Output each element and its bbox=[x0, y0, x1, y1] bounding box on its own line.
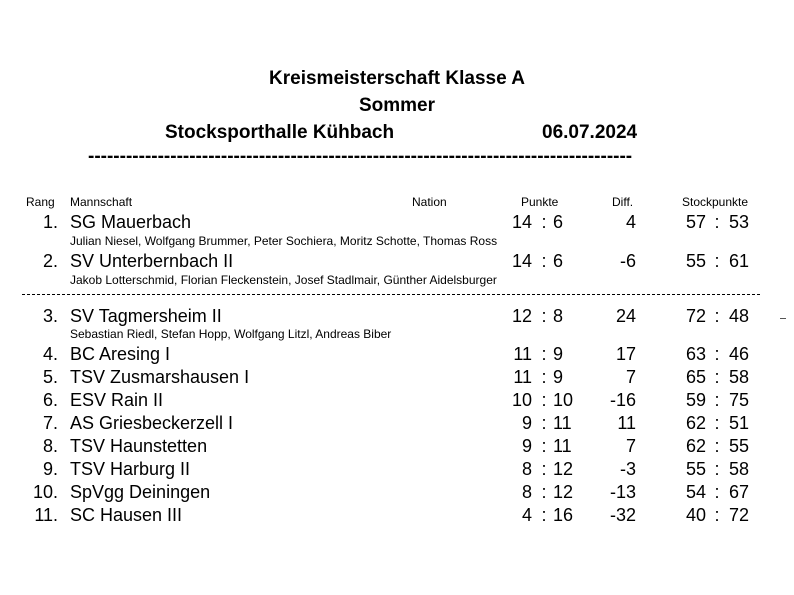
points-won: 14 bbox=[511, 251, 532, 271]
stock-points-against: 55 bbox=[729, 436, 750, 456]
table-row bbox=[0, 435, 794, 457]
promotion-separator bbox=[22, 294, 760, 295]
stock-points-separator: : bbox=[714, 344, 720, 364]
points-separator: : bbox=[541, 212, 547, 232]
team-members: Julian Niesel, Wolfgang Brummer, Peter Sochiera, Moritz Schotte, Thomas Ross bbox=[70, 234, 498, 248]
difference: 7 bbox=[625, 367, 636, 387]
column-header-diff: Diff. bbox=[612, 195, 634, 209]
team-name: SV Unterbernbach II bbox=[70, 251, 234, 271]
points-lost: 16 bbox=[553, 505, 574, 525]
table-row bbox=[0, 305, 794, 327]
venue: Stocksporthalle Kühbach bbox=[165, 122, 395, 143]
table-row bbox=[0, 211, 794, 233]
points-separator: : bbox=[541, 436, 547, 456]
stock-points-separator: : bbox=[714, 212, 720, 232]
points-separator: : bbox=[541, 459, 547, 479]
stock-points-for: 57 bbox=[685, 212, 706, 232]
stock-points-for: 63 bbox=[685, 344, 706, 364]
stock-points-against: 58 bbox=[729, 367, 750, 387]
stock-points-separator: : bbox=[714, 505, 720, 525]
difference: 24 bbox=[615, 306, 636, 326]
stock-points-against: 53 bbox=[729, 212, 750, 232]
stock-points-for: 54 bbox=[685, 482, 706, 502]
points-separator: : bbox=[541, 413, 547, 433]
points-separator: : bbox=[541, 505, 547, 525]
column-header-punkte: Punkte bbox=[521, 195, 559, 209]
table-row bbox=[0, 412, 794, 434]
rank: 8. bbox=[42, 436, 58, 456]
stock-points-for: 59 bbox=[685, 390, 706, 410]
column-header-mannschaft: Mannschaft bbox=[70, 195, 133, 209]
difference: -32 bbox=[609, 505, 636, 525]
stock-points-separator: : bbox=[714, 436, 720, 456]
rank: 2. bbox=[42, 251, 58, 271]
stock-points-for: 72 bbox=[685, 306, 706, 326]
stock-points-against: 48 bbox=[729, 306, 750, 326]
team-name: TSV Zusmarshausen I bbox=[70, 367, 250, 387]
points-won: 12 bbox=[511, 306, 532, 326]
points-lost: 12 bbox=[553, 459, 574, 479]
points-won: 4 bbox=[521, 505, 532, 525]
stock-points-for: 65 bbox=[685, 367, 706, 387]
stock-points-against: 46 bbox=[729, 344, 750, 364]
rank: 9. bbox=[42, 459, 58, 479]
stock-points-separator: : bbox=[714, 413, 720, 433]
team-name: AS Griesbeckerzell I bbox=[70, 413, 234, 433]
points-lost: 6 bbox=[553, 212, 564, 232]
points-won: 9 bbox=[521, 413, 532, 433]
points-won: 8 bbox=[521, 459, 532, 479]
points-won: 9 bbox=[521, 436, 532, 456]
difference: 7 bbox=[625, 436, 636, 456]
table-row bbox=[0, 366, 794, 388]
event-date: 06.07.2024 bbox=[542, 122, 638, 143]
points-won: 10 bbox=[511, 390, 532, 410]
difference: 4 bbox=[625, 212, 636, 232]
rank: 6. bbox=[42, 390, 58, 410]
margin-mark bbox=[780, 318, 786, 319]
points-lost: 10 bbox=[553, 390, 574, 410]
points-won: 8 bbox=[521, 482, 532, 502]
team-name: SpVgg Deiningen bbox=[70, 482, 211, 502]
rank: 5. bbox=[42, 367, 58, 387]
stock-points-against: 72 bbox=[729, 505, 750, 525]
rank: 10. bbox=[32, 482, 58, 502]
points-separator: : bbox=[541, 390, 547, 410]
stock-points-separator: : bbox=[714, 306, 720, 326]
stock-points-separator: : bbox=[714, 251, 720, 271]
team-name: ESV Rain II bbox=[70, 390, 164, 410]
table-row bbox=[0, 481, 794, 503]
points-won: 14 bbox=[511, 212, 532, 232]
points-separator: : bbox=[541, 367, 547, 387]
points-separator: : bbox=[541, 251, 547, 271]
difference: -6 bbox=[619, 251, 636, 271]
rank: 11. bbox=[34, 505, 58, 525]
team-name: SV Tagmersheim II bbox=[70, 306, 222, 326]
points-lost: 11 bbox=[553, 436, 572, 456]
stock-points-for: 62 bbox=[685, 436, 706, 456]
table-row bbox=[0, 458, 794, 480]
rank: 3. bbox=[42, 306, 58, 326]
page-title: Kreismeisterschaft Klasse A bbox=[269, 68, 525, 89]
stock-points-against: 67 bbox=[729, 482, 750, 502]
table-row bbox=[0, 250, 794, 272]
column-header-rang: Rang bbox=[26, 195, 55, 209]
stock-points-against: 51 bbox=[729, 413, 750, 433]
points-separator: : bbox=[541, 344, 547, 364]
points-lost: 9 bbox=[553, 367, 564, 387]
difference: 11 bbox=[617, 413, 636, 433]
team-name: SG Mauerbach bbox=[70, 212, 192, 232]
stock-points-for: 40 bbox=[685, 505, 706, 525]
rank: 4. bbox=[42, 344, 58, 364]
rank: 7. bbox=[42, 413, 58, 433]
page-subtitle: Sommer bbox=[358, 95, 436, 116]
stock-points-for: 55 bbox=[685, 251, 706, 271]
stock-points-against: 58 bbox=[729, 459, 750, 479]
team-name: SC Hausen III bbox=[70, 505, 183, 525]
points-separator: : bbox=[541, 482, 547, 502]
points-lost: 9 bbox=[553, 344, 564, 364]
stock-points-separator: : bbox=[714, 390, 720, 410]
column-header-stockpunkte: Stockpunkte bbox=[682, 195, 749, 209]
stock-points-separator: : bbox=[714, 367, 720, 387]
rank: 1. bbox=[42, 212, 58, 232]
points-lost: 6 bbox=[553, 251, 564, 271]
stock-points-for: 55 bbox=[685, 459, 706, 479]
column-header-nation: Nation bbox=[412, 195, 447, 209]
team-name: BC Aresing I bbox=[70, 344, 171, 364]
points-lost: 11 bbox=[553, 413, 572, 433]
table-row bbox=[0, 504, 794, 526]
points-lost: 8 bbox=[553, 306, 564, 326]
team-name: TSV Harburg II bbox=[70, 459, 191, 479]
points-separator: : bbox=[541, 306, 547, 326]
team-name: TSV Haunstetten bbox=[70, 436, 208, 456]
difference: -13 bbox=[609, 482, 636, 502]
points-won: 11 bbox=[513, 344, 532, 364]
stock-points-separator: : bbox=[714, 482, 720, 502]
points-won: 11 bbox=[513, 367, 532, 387]
team-members: Jakob Lotterschmid, Florian Fleckenstein, Josef Stadlmair, Günther Aidelsburger bbox=[70, 273, 497, 287]
header-divider: -------------------------------------------------------------------------------------- bbox=[88, 150, 633, 164]
table-row bbox=[0, 389, 794, 411]
stock-points-against: 75 bbox=[729, 390, 750, 410]
difference: 17 bbox=[615, 344, 636, 364]
table-row bbox=[0, 343, 794, 365]
stock-points-against: 61 bbox=[729, 251, 750, 271]
points-lost: 12 bbox=[553, 482, 574, 502]
stock-points-for: 62 bbox=[685, 413, 706, 433]
difference: -3 bbox=[619, 459, 636, 479]
stock-points-separator: : bbox=[714, 459, 720, 479]
team-members: Sebastian Riedl, Stefan Hopp, Wolfgang Litzl, Andreas Biber bbox=[70, 327, 392, 341]
difference: -16 bbox=[609, 390, 636, 410]
